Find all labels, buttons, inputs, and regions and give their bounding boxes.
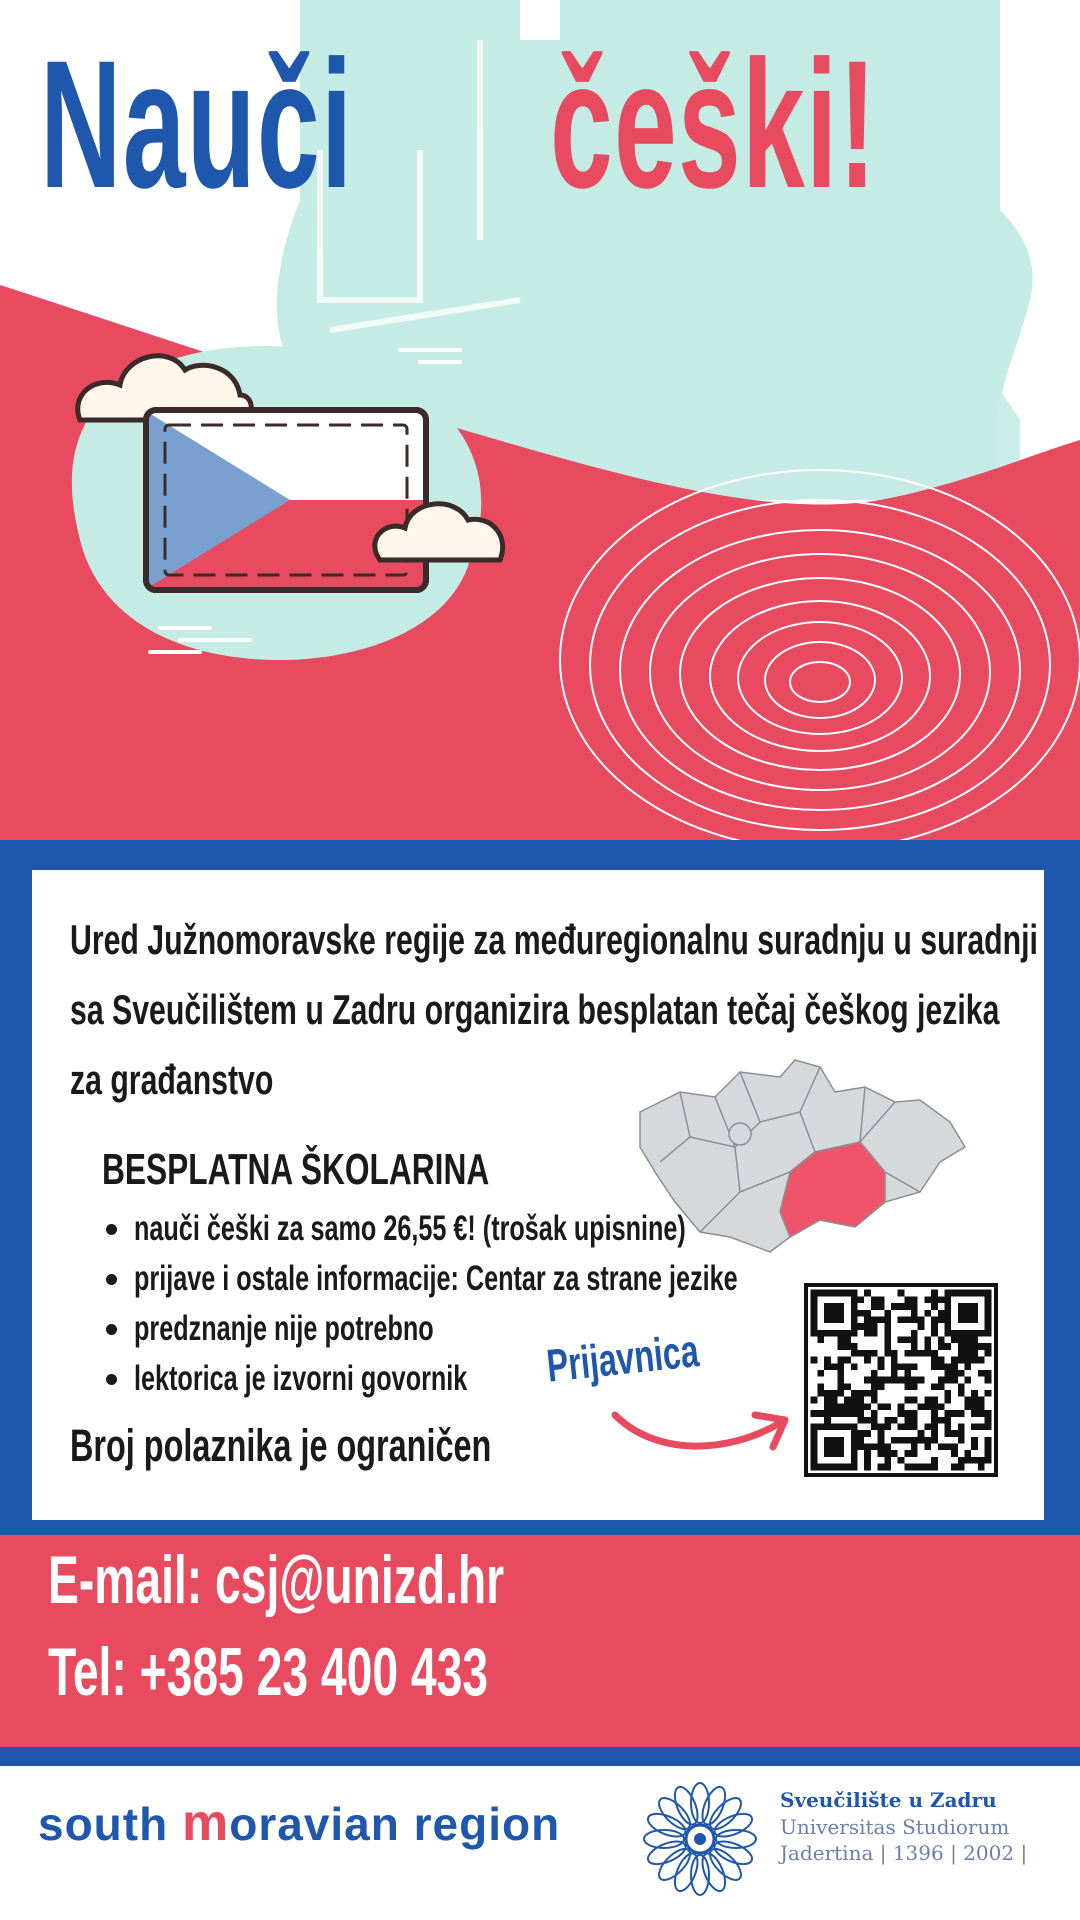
qr-code[interactable] bbox=[804, 1283, 998, 1477]
intro-line: za građanstvo bbox=[70, 1056, 274, 1103]
list-item-text: prijave i ostale informacije: Centar za strane jezike bbox=[134, 1259, 738, 1298]
email-line[interactable]: E-mail: csj@unizd.hr bbox=[48, 1542, 505, 1618]
intro-line: Ured Južnomoravske regije za međuregionalnu suradnju u suradnji bbox=[70, 916, 1038, 963]
list-item-text: predznanje nije potrebno bbox=[134, 1309, 434, 1348]
title-part-2: češki! bbox=[550, 22, 878, 226]
bullet-icon bbox=[106, 1374, 117, 1385]
czech-flag-icon bbox=[146, 410, 426, 590]
blue-divider bbox=[0, 1747, 1080, 1766]
university-logo-text bbox=[780, 1786, 1027, 1866]
university-years: Jadertina | 1396 | 2002 | bbox=[780, 1841, 1028, 1865]
bullet-icon bbox=[106, 1324, 117, 1335]
logo-text-pre: south bbox=[38, 1798, 182, 1850]
list-item-text: lektorica je izvorni govornik bbox=[134, 1359, 468, 1398]
application-form-label: Prijavnica bbox=[544, 1324, 701, 1392]
university-name: Sveučilište u Zadru bbox=[780, 1788, 997, 1812]
south-moravian-region-logo bbox=[38, 1793, 560, 1854]
bullet-icon bbox=[106, 1224, 117, 1235]
logo-text-m: m bbox=[181, 1794, 230, 1852]
participants-limit-note: Broj polaznika je ograničen bbox=[70, 1420, 492, 1471]
curved-arrow-icon bbox=[605, 1385, 805, 1465]
logo-text-post: oravian region bbox=[229, 1798, 561, 1850]
list-item-text: nauči češki za samo 26,55 €! (trošak upisnine) bbox=[134, 1209, 686, 1248]
czech-map-icon bbox=[620, 1052, 970, 1262]
intro-line: sa Sveučilištem u Zadru organizira besplatan tečaj češkog jezika bbox=[70, 986, 1000, 1033]
university-latin: Universitas Studiorum bbox=[780, 1815, 1010, 1839]
university-emblem bbox=[636, 1775, 764, 1903]
free-tuition-heading: BESPLATNA ŠKOLARINA bbox=[102, 1145, 490, 1194]
title-part-1: Nauči bbox=[40, 22, 354, 226]
phone-line[interactable]: Tel: +385 23 400 433 bbox=[48, 1634, 489, 1710]
bullet-icon bbox=[106, 1274, 117, 1285]
